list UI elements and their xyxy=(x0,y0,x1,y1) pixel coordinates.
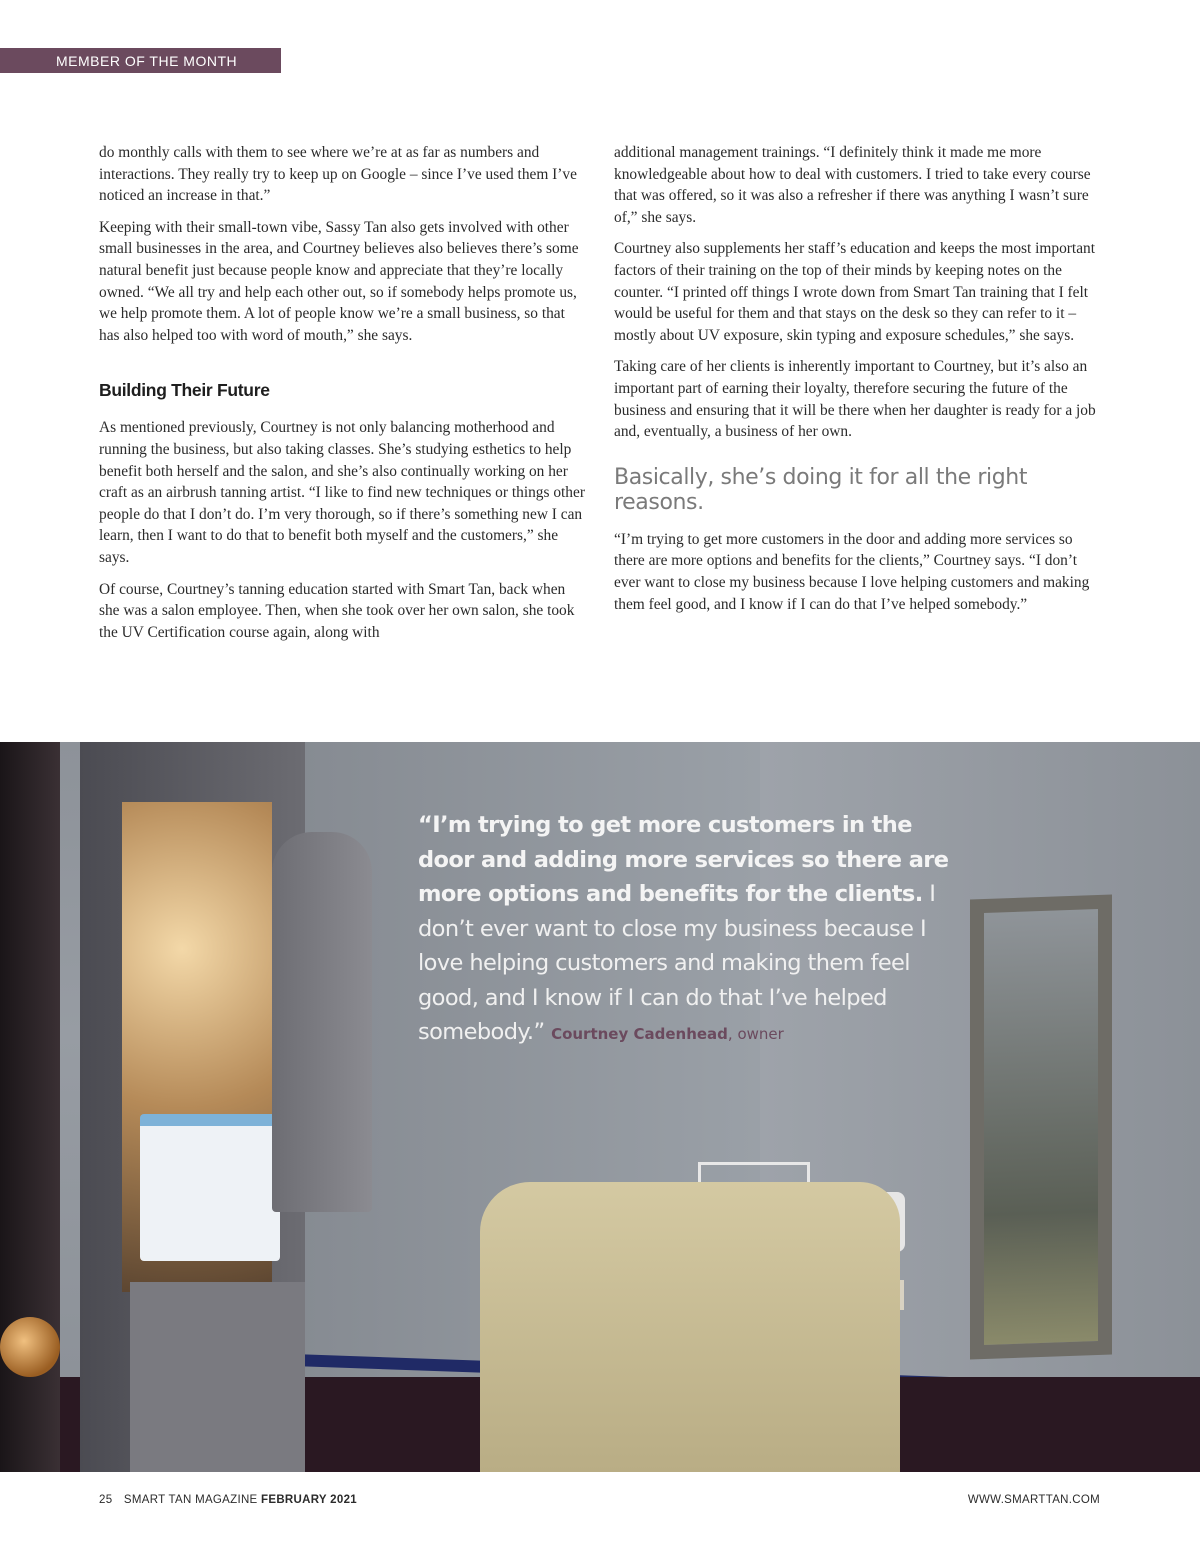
pull-quote-bold: “I’m trying to get more customers in the door and adding more services so there are more options and benefits for the clients. xyxy=(418,812,949,907)
paragraph: Of course, Courtney’s tanning education started with Smart Tan, back when she was a salon employee. Then, when she took over her own salon, she took the UV Certification course again, along with xyxy=(99,580,575,641)
attribution-role: , owner xyxy=(727,1025,784,1043)
right-column xyxy=(614,142,1102,625)
door-knob xyxy=(0,1317,60,1377)
pull-quote-light: I don’t ever want to close my business because I love helping customers and making them feel good, and I know if I can do that I’ve helped somebody.” xyxy=(418,881,936,1045)
section-label: MEMBER OF THE MONTH xyxy=(0,48,281,73)
cabinet-door xyxy=(272,832,372,1212)
towel-warmer xyxy=(140,1114,280,1261)
paragraph: As mentioned previously, Courtney is not only balancing motherhood and running the business, but also taking classes. She’s studying esthetics to help benefit both herself and the salon, and she’s also continually working on her craft as an airbrush tanning artist. “I like to find new techniques or things other people do that I don’t do. I’m very thorough, so if there’s something new I can learn, then I want to do that to benefit both myself and the customers,” she says. xyxy=(99,419,585,566)
paragraph: Keeping with their small-town vibe, Sassy Tan also gets involved with other small businesses in the area, and Courtney believes also believes there’s some natural benefit just because people know and appreciate that they’re locally owned. “We all try and help each other out, so if somebody helps promote us, we help promote them. A lot of people know we’re a small business, so that has also helped too with word of mouth,” she says. xyxy=(99,218,579,344)
paragraph: Courtney also supplements her staff’s education and keeps the most important factors of their training on the top of their minds by keeping notes on the counter. “I printed off things I wrote down from Smart Tan training that I felt would be useful for them and that stays on the desk so they can refer to it – mostly about UV exposure, skin typing and exposure schedules,” she says. xyxy=(614,240,1095,344)
paragraph: Taking care of her clients is inherently important to Courtney, but it’s also an important part of earning their loyalty, therefore securing the future of the business and ensuring that it will be there when her daughter is ready for a job and, eventually, a business of her own. xyxy=(614,358,1096,441)
issue-date: FEBRUARY 2021 xyxy=(261,1494,357,1506)
website-link[interactable]: WWW.SMARTTAN.COM xyxy=(967,1494,1100,1506)
wall-mirror xyxy=(970,895,1112,1360)
inline-pull-line: Basically, she’s doing it for all the right reasons. xyxy=(614,464,1028,515)
paragraph: do monthly calls with them to see where we’re at as far as numbers and interactions. They really try to keep up on Google – since I’ve used them I’ve noticed an increase in that.” xyxy=(99,144,577,205)
treatment-bed xyxy=(480,1182,900,1472)
pull-quote-attribution xyxy=(551,1025,784,1043)
pull-quote xyxy=(418,808,958,1052)
lower-cabinet xyxy=(130,1282,305,1472)
subheading: Building Their Future xyxy=(99,380,270,401)
paragraph: additional management trainings. “I definitely think it made me more knowledgeable about how to deal with customers. I tried to take every course that was offered, so it was also a refresher if there was anything I wasn’t sure of,” she says. xyxy=(614,144,1091,226)
footer-left xyxy=(99,1494,357,1506)
attribution-name: Courtney Cadenhead xyxy=(551,1025,728,1043)
publication-name: SMART TAN MAGAZINE xyxy=(123,1494,258,1506)
left-column xyxy=(99,142,587,653)
page-number: 25 xyxy=(99,1494,113,1506)
paragraph: “I’m trying to get more customers in the door and adding more services so there are more options and benefits for the clients,” Courtney says. “I don’t ever want to close my business because I love helping customers and making them feel good, and I know if I can do that I’ve helped somebody.” xyxy=(614,530,1090,613)
